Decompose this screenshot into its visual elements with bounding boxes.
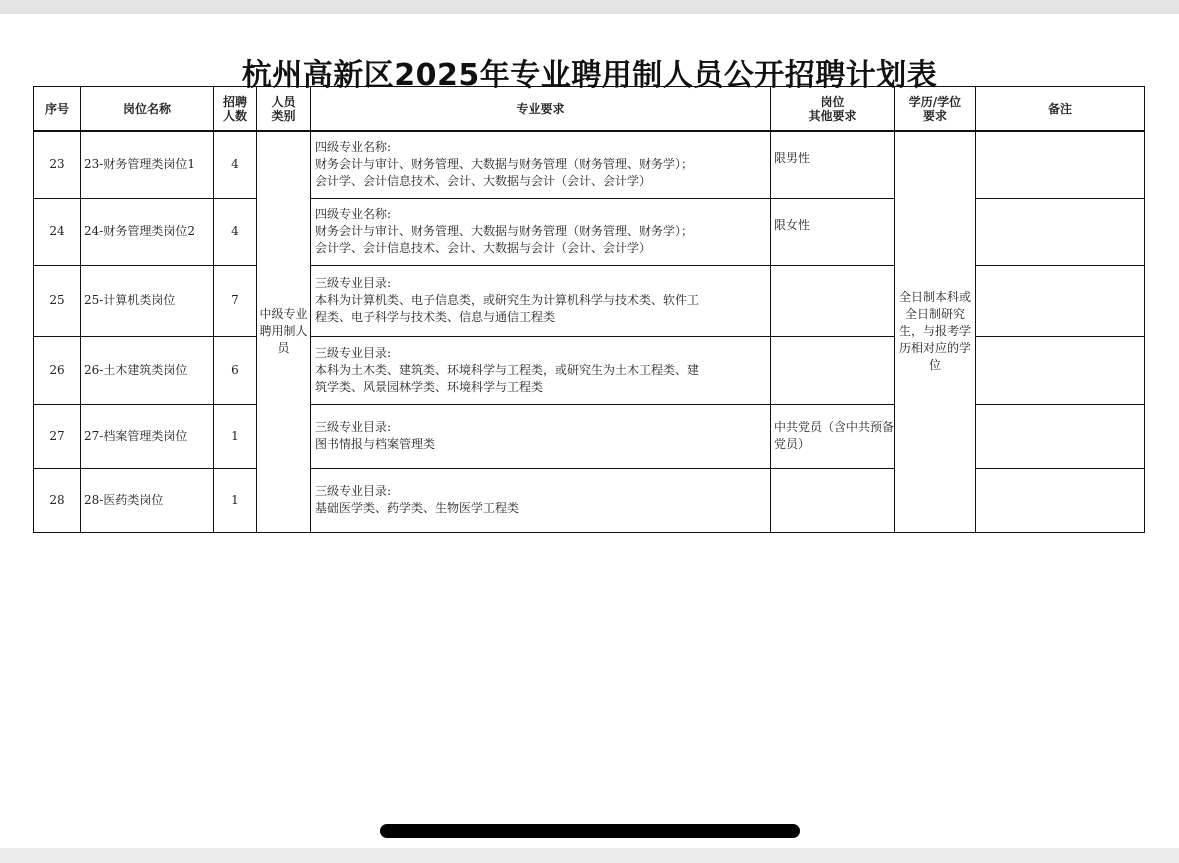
header-count: 招聘 人数 bbox=[214, 87, 257, 132]
major-level: 三级专业目录: bbox=[315, 276, 392, 290]
row-remark bbox=[976, 336, 1145, 404]
row-other: 中共党员（含中共预备党员） bbox=[771, 404, 895, 468]
row-position: 26-土木建筑类岗位 bbox=[81, 336, 214, 404]
row-other bbox=[771, 468, 895, 532]
row-seq: 24 bbox=[34, 198, 81, 265]
table-row bbox=[34, 131, 1145, 198]
table-row bbox=[34, 198, 1145, 265]
major-level: 三级专业目录: bbox=[315, 345, 392, 360]
major-line: 程类、电子科学与技术类、信息与通信工程类 bbox=[315, 310, 556, 324]
row-other: 限男性 bbox=[771, 131, 895, 198]
major-line: 财务会计与审计、财务管理、大数据与财务管理（财务管理、财务学）； bbox=[315, 224, 694, 238]
row-remark bbox=[976, 265, 1145, 336]
personnel-type: 中级专业聘用制人员 bbox=[259, 307, 308, 356]
viewer-top-bar bbox=[0, 0, 1179, 14]
table-row bbox=[34, 265, 1145, 336]
major-line: 财务会计与审计、财务管理、大数据与财务管理（财务管理、财务学）； bbox=[315, 157, 694, 172]
major-level: 三级专业目录: bbox=[315, 420, 392, 434]
major-line: 本科为土木类、建筑类、环境科学与工程类，或研究生为土木工程类、建 bbox=[315, 362, 700, 377]
major-line: 筑学类、风景园林学类、环境科学与工程类 bbox=[315, 379, 544, 394]
row-seq: 27 bbox=[34, 404, 81, 468]
row-count: 7 bbox=[214, 265, 257, 336]
header-seq: 序号 bbox=[34, 87, 81, 132]
row-remark bbox=[976, 131, 1145, 198]
row-major bbox=[311, 265, 771, 336]
row-seq: 26 bbox=[34, 336, 81, 404]
row-major bbox=[311, 468, 771, 532]
major-line: 会计学、会计信息技术、会计、大数据与会计（会计、会计学） bbox=[315, 241, 652, 255]
row-count: 1 bbox=[214, 404, 257, 468]
major-level: 四级专业名称: bbox=[315, 207, 392, 221]
header-type: 人员 类别 bbox=[257, 87, 311, 132]
row-major bbox=[311, 404, 771, 468]
row-major bbox=[311, 198, 771, 265]
row-position: 23-财务管理类岗位1 bbox=[81, 131, 214, 198]
table-row bbox=[34, 468, 1145, 532]
row-position: 28-医药类岗位 bbox=[81, 468, 214, 532]
row-other: 限女性 bbox=[771, 198, 895, 265]
table-header-row bbox=[34, 87, 1145, 132]
major-level: 三级专业目录: bbox=[315, 484, 392, 498]
row-seq: 28 bbox=[34, 468, 81, 532]
major-line: 图书情报与档案管理类 bbox=[315, 437, 436, 451]
header-remark: 备注 bbox=[976, 87, 1145, 132]
row-other bbox=[771, 265, 895, 336]
header-major: 专业要求 bbox=[311, 87, 771, 132]
header-other: 岗位 其他要求 bbox=[771, 87, 895, 132]
education-requirement: 全日制本科或全日制研究生，与报考学历相对应的学位 bbox=[898, 290, 971, 373]
table-row bbox=[34, 404, 1145, 468]
major-line: 会计学、会计信息技术、会计、大数据与会计（会计、会计学） bbox=[315, 174, 652, 189]
row-position: 25-计算机类岗位 bbox=[81, 265, 214, 336]
table-row bbox=[34, 336, 1145, 404]
education-cell bbox=[895, 131, 976, 532]
row-count: 6 bbox=[214, 336, 257, 404]
header-position: 岗位名称 bbox=[81, 87, 214, 132]
row-count: 1 bbox=[214, 468, 257, 532]
row-seq: 23 bbox=[34, 131, 81, 198]
document-title: 杭州高新区2025年专业聘用制人员公开招聘计划表 bbox=[241, 58, 938, 93]
major-line: 基础医学类、药学类、生物医学工程类 bbox=[315, 501, 520, 515]
row-count: 4 bbox=[214, 198, 257, 265]
row-major bbox=[311, 336, 771, 404]
row-seq: 25 bbox=[34, 265, 81, 336]
row-position: 27-档案管理类岗位 bbox=[81, 404, 214, 468]
row-major bbox=[311, 131, 771, 198]
row-remark bbox=[976, 404, 1145, 468]
major-line: 本科为计算机类、电子信息类，或研究生为计算机科学与技术类、软件工 bbox=[315, 293, 700, 307]
personnel-type-cell bbox=[257, 131, 311, 532]
row-position: 24-财务管理类岗位2 bbox=[81, 198, 214, 265]
row-other bbox=[771, 336, 895, 404]
major-level: 四级专业名称: bbox=[315, 140, 392, 155]
recruitment-plan-table bbox=[33, 86, 1145, 533]
header-education: 学历/学位 要求 bbox=[895, 87, 976, 132]
scroll-handle-bar[interactable] bbox=[380, 824, 800, 838]
row-count: 4 bbox=[214, 131, 257, 198]
row-remark bbox=[976, 198, 1145, 265]
row-remark bbox=[976, 468, 1145, 532]
